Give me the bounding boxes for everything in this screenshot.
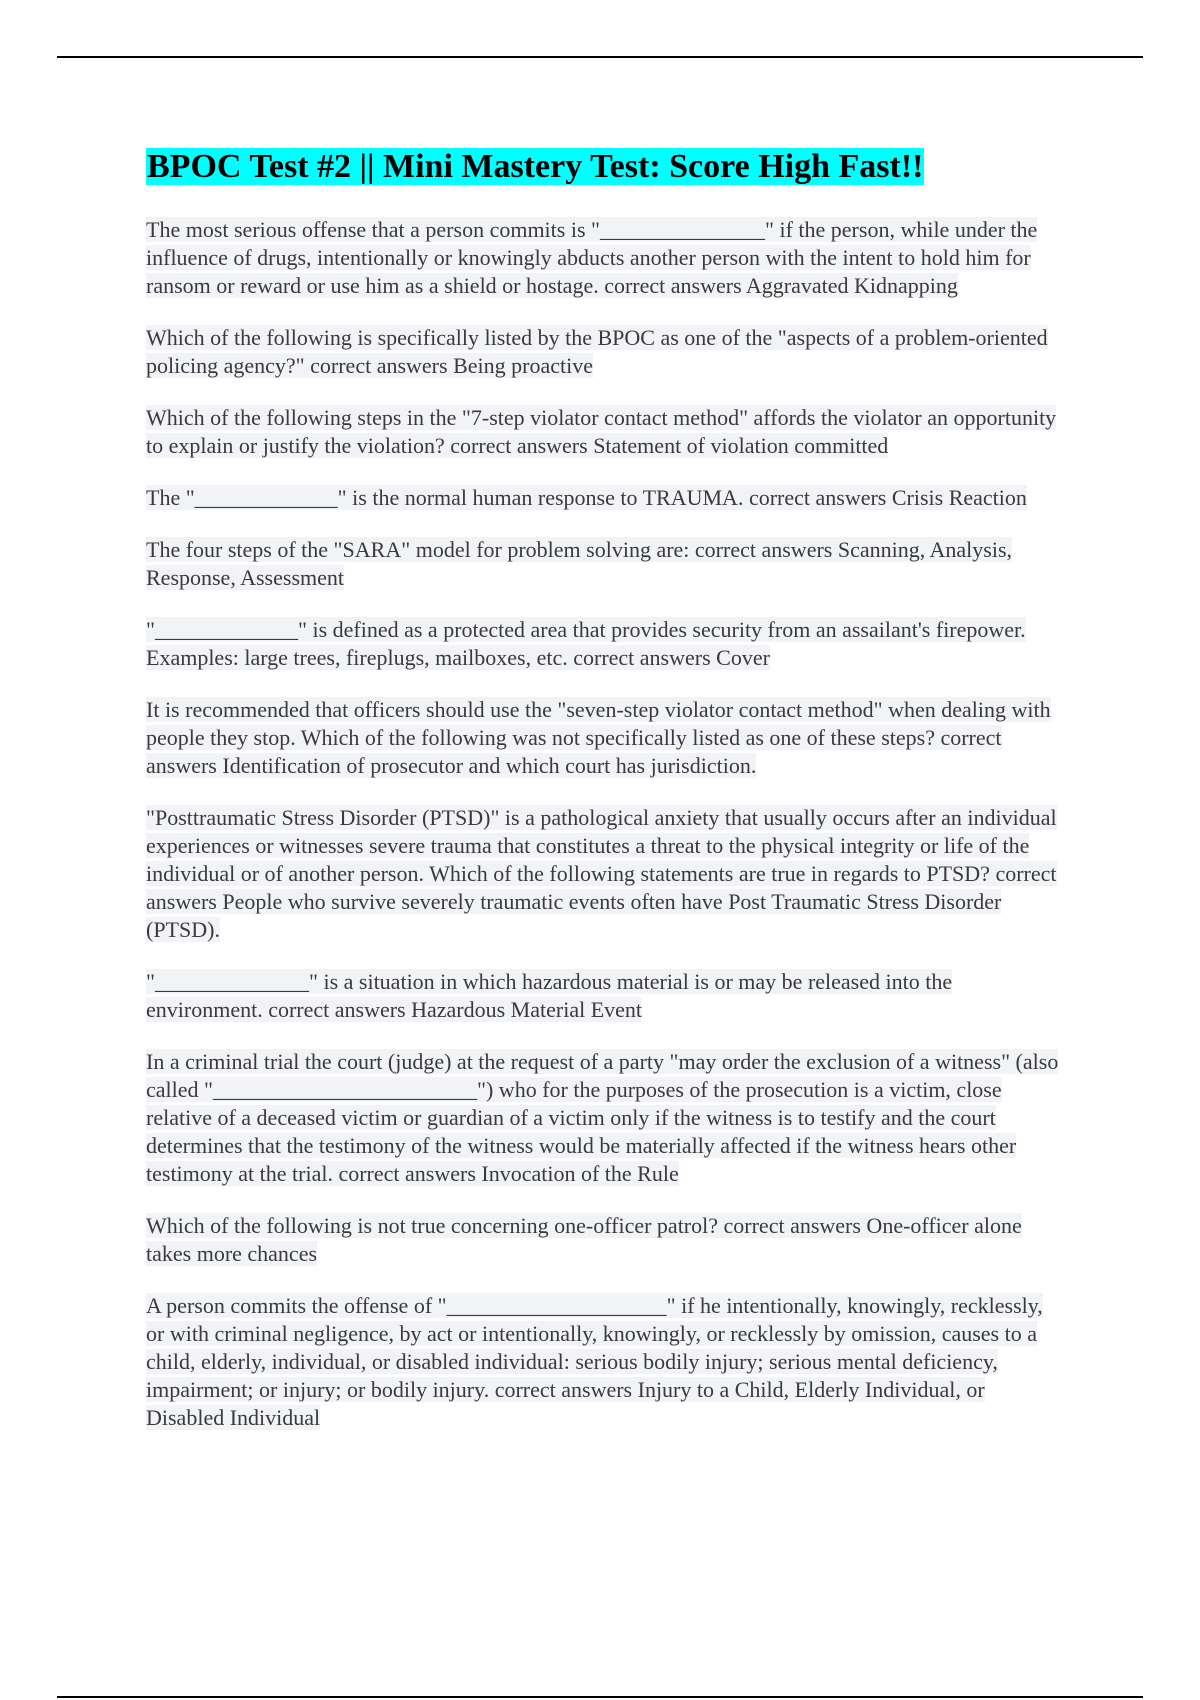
qa-item-4: [146, 484, 1061, 512]
qa-text: The "_____________" is the normal human response to TRAUMA. correct answers Crisis Reaction: [146, 485, 1027, 510]
qa-item-9: [146, 968, 1061, 1024]
qa-text: The most serious offense that a person commits is "_______________" if the person, while under the influence of drugs, intentionally or knowingly abducts another person with the intent to hold him for ransom or reward or use him as a shield or hostage. correct answers Aggravated Kidnapping: [146, 217, 1038, 298]
qa-text: A person commits the offense of "____________________" if he intentionally, knowingly, recklessly, or with criminal negligence, by act or intentionally, knowingly, or recklessly by omission, causes to a child, elderly, individual, or disabled individual: serious bodily injury; serious mental deficiency, impairment; or injury; or bodily injury. correct answers Injury to a Child, Elderly Individual, or Disabled Individual: [146, 1293, 1043, 1430]
qa-item-10: [146, 1048, 1061, 1188]
header-rule: [57, 56, 1143, 58]
qa-item-8: [146, 804, 1061, 944]
qa-text: "_____________" is defined as a protected area that provides security from an assailant's firepower. Examples: large trees, fireplugs, mailboxes, etc. correct answers Cover: [146, 617, 1026, 670]
document-body: [146, 146, 1061, 1456]
qa-text: Which of the following is specifically listed by the BPOC as one of the "aspects of a problem-oriented policing agency?" correct answers Being proactive: [146, 325, 1048, 378]
page-title: [146, 146, 1061, 188]
qa-item-1: [146, 216, 1061, 300]
qa-item-11: [146, 1212, 1061, 1268]
qa-text: In a criminal trial the court (judge) at the request of a party "may order the exclusion of a witness" (also called "________________________") who for the purposes of the prosecution is a victim, close relative of a deceased victim or guardian of a victim only if the witness is to testify and the court determines that the testimony of the witness would be materially affected if the witness hears other testimony at the trial. correct answers Invocation of the Rule: [146, 1049, 1059, 1186]
title-text: BPOC Test #2 || Mini Mastery Test: Score High Fast!!: [147, 148, 924, 185]
qa-text: Which of the following is not true concerning one-officer patrol? correct answers One-officer alone takes more chances: [146, 1213, 1022, 1266]
qa-text: "Posttraumatic Stress Disorder (PTSD)" is a pathological anxiety that usually occurs after an individual experiences or witnesses severe trauma that constitutes a threat to the physical integrity or life of the individual or of another person. Which of the following statements are true in regards to PTSD? correct answers People who survive severely traumatic events often have Post Traumatic Stress Disorder (PTSD).: [146, 805, 1057, 942]
qa-item-5: [146, 536, 1061, 592]
qa-item-3: [146, 404, 1061, 460]
qa-item-2: [146, 324, 1061, 380]
qa-text: "______________" is a situation in which hazardous material is or may be released into the environment. correct answers Hazardous Material Event: [146, 969, 953, 1022]
qa-text: The four steps of the "SARA" model for problem solving are: correct answers Scanning, Analysis, Response, Assessment: [146, 537, 1013, 590]
qa-item-6: [146, 616, 1061, 672]
qa-item-7: [146, 696, 1061, 780]
qa-item-12: [146, 1292, 1061, 1432]
footer-rule: [57, 1696, 1143, 1698]
qa-text: It is recommended that officers should use the "seven-step violator contact method" when dealing with people they stop. Which of the following was not specifically listed as one of these steps? correct answers Identification of prosecutor and which court has jurisdiction.: [146, 697, 1051, 778]
qa-text: Which of the following steps in the "7-step violator contact method" affords the violator an opportunity to explain or justify the violation? correct answers Statement of violation committed: [146, 405, 1057, 458]
